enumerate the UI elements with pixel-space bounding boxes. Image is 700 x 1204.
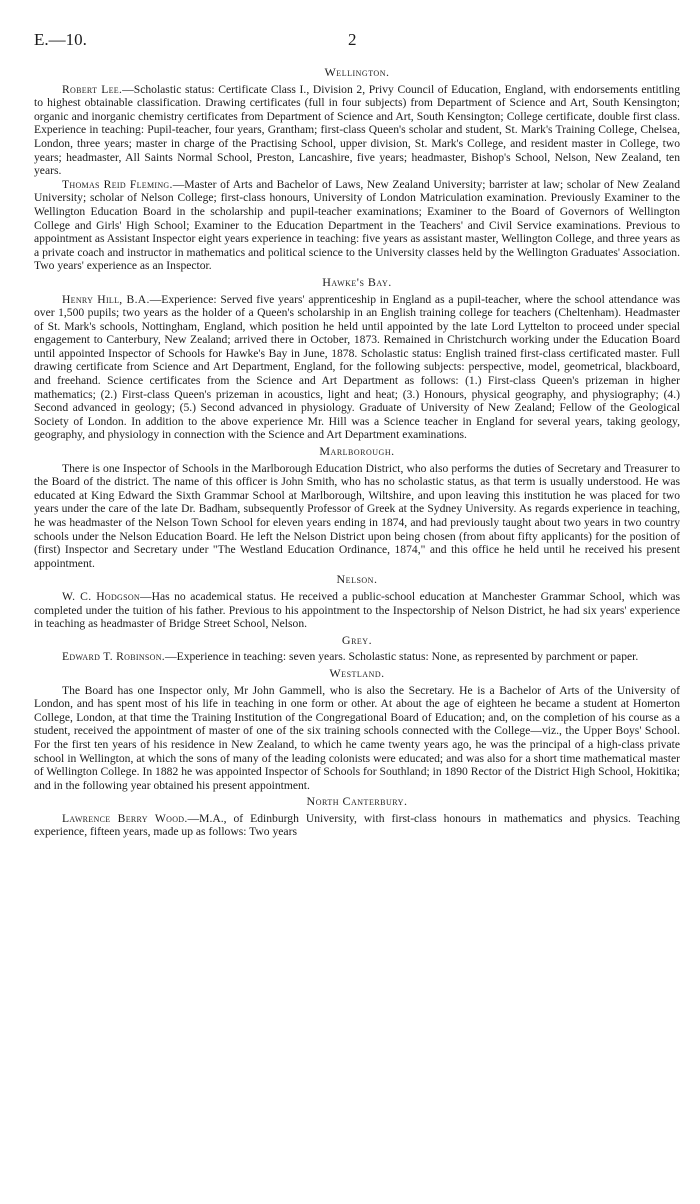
paragraph-henry-hill xyxy=(34,293,680,443)
paragraph-wood xyxy=(34,812,680,839)
section-heading-wellington: Wellington. xyxy=(324,65,390,79)
paragraph-text: There is one Inspector of Schools in the Marlborough Education District, who also performs the duties of Secretary and Treasurer to the Board of the district. The name of this officer is John Smith, who has no scholastic status, as that term is usually understood. He was educated at King Edward the Sixth Grammar School at Marlborough, Wiltshire, and upon leaving this institution he was placed for two years under the care of the late Dr. Badham, subsequently Professor of Greek at the Sydney University. As regards experience in teaching, he was headmaster of the Nelson Town School for eleven years ending in 1874, and had previously taught about two years in two country schools under the Nelson Education Board. He left the Nelson District upon being chosen (from about fifty applicants) for the position of (first) Inspector and Secretary under "The Westland Education Ordinance, 1874," and this office he held until he received his present appointment. xyxy=(34,461,680,570)
paragraph-text: —Experience: Served five years' apprenticeship in England as a pupil-teacher, where the school attendance was over 1,500 pupils; two years as the holder of a Queen's scholarship in an English training college for teachers (Cheltenham). Headmaster of St. Mark's schools, Nottingham, England, which position he held until appointed by the late Lord Lyttelton to proceed under special engagement to Canterbury, New Zealand; arrived there in October, 1873. Remained in Christchurch working under the Education Board until appointed Inspector of Schools for Hawke's Bay in June, 1878. Scholastic status: English trained first-class certificated master. Full drawing certificate from Science and Art Department, England, for the following subjects: perspective, model, geometrical, blackboard, and freehand. Science certificates from the Science and Art Department as follows: (1.) First-class Queen's prizeman in higher mathematics; (2.) First-class Queen's prizeman in acoustics, light and heat; (3.) Honours, physical geography, and physiography; (4.) Second advanced in geology; (5.) Second advanced in physiology. Graduate of University of New Zealand; Fellow of the Geological Society of London. In addition to the above experience Mr. Hill was a Science teacher in England for several years, taking geology, geography, and physiology in connection with the Science and Art Department examinations. xyxy=(34,292,680,442)
section-heading-hawkes-bay: Hawke's Bay. xyxy=(322,274,392,289)
paragraph-hodgson xyxy=(34,590,680,631)
paragraph-text: —Has no academical status. He received a public-school education at Manchester Grammar School, which was completed under the tuition of his father. Previous to his appointment to the Inspectorship of Nelson District, he had six years' experience in teaching as headmaster of Bridge Street School, Nelson. xyxy=(34,589,680,631)
paragraph-text: —Experience in teaching: seven years. Scholastic status: None, as represented by parchment or paper. xyxy=(165,650,639,664)
section-heading-marlborough: Marlborough. xyxy=(319,444,395,459)
section-heading-nelson: Nelson. xyxy=(336,572,378,587)
paragraph-text: The Board has one Inspector only, Mr John Gammell, who is also the Secretary. He is a Bachelor of Arts of the University of London, and has spent most of his life in teaching in one form or other. At about the age of eighteen he became a student at Homerton College, London, at that time the Training Institution of the Congregational Board of Education; and, on the completion of his course as a student, received the appointment of master of one of the six training schools connected with the College—viz., the Upper Boys' School. For the first ten years of his residence in New Zealand, to which he came twenty years ago, he was the principal of a high-class private school in Wellington, at which the sons of many of the leading colonists were educated; and was also for a short time mathematical master of Wellington College. In 1882 he was appointed Inspector of Schools for Southland; in 1890 Rector of the District High School, Hokitika; and in the following year obtained his present appointment. xyxy=(34,683,680,792)
person-name: Henry Hill, B.A. xyxy=(62,292,150,306)
paragraph-robinson xyxy=(34,650,680,664)
paragraph-text: —M.A., of Edinburgh University, with first-class honours in mathematics and physics. Teaching experience, fifteen years, made up as follows: Two years xyxy=(34,811,680,839)
person-name: Thomas Reid Fleming. xyxy=(62,177,173,191)
section-heading-westland: Westland. xyxy=(329,665,385,680)
person-name: Robert Lee. xyxy=(62,82,123,96)
person-name: W. C. Hodgson xyxy=(62,589,141,603)
page-number: 2 xyxy=(348,30,357,49)
paragraph-robert-lee xyxy=(34,83,680,178)
paragraph-text: —Master of Arts and Bachelor of Laws, New Zealand University; barrister at law; scholar of New Zealand University; scholar of Nelson College; first-class honours, University of London Matriculation examination. Previously Examiner to the Wellington Education Board in the scholarship and pupil-teacher examinations; Examiner to the Board of Governors of Wellington College and Girls' High School; Examiner to the Education Department in the Teachers' and Civil Service examinations. Previous to appointment as Assistant Inspector eight years experience in teaching: five years as assistant master, Wellington College, and three years as a private coach and instructor in mathematics and political science to the University classes held by the Wellington Graduates' Association. Two years' experience as an Inspector. xyxy=(34,177,680,273)
person-name: Lawrence Berry Wood. xyxy=(62,811,188,825)
page-header xyxy=(34,30,680,52)
document-reference: E.—10. xyxy=(34,30,87,49)
section-heading-north-canterbury: North Canterbury. xyxy=(306,794,408,809)
paragraph-westland xyxy=(34,684,680,793)
paragraph-thomas-reid-fleming xyxy=(34,178,680,273)
document-body xyxy=(34,66,680,839)
paragraph-text: —Scholastic status: Certificate Class I., Division 2, Privy Council of Education, England, with endorsements entitling to highest obtainable classification. Drawing certificates (full in four subjects) from Department of Science and Art, South Kensington; organic and inorganic chemistry certificates from Department of Science and Art, South Kensington; College certificate, double first class. Experience in teaching: Pupil-teacher, four years, Grantham; first-class Queen's scholar and student, St. Mark's Training College, Chelsea, London, three years; master in charge of the Practising School, upper division, St. Mark's College, and resident master in College, two years; headmaster, All Saints Normal School, Preston, Lancashire, five years; headmaster, Bishop's School, Nelson, New Zealand, ten years. xyxy=(34,82,680,178)
section-heading-grey: Grey. xyxy=(341,632,373,647)
person-name: Edward T. Robinson. xyxy=(62,650,166,664)
paragraph-marlborough xyxy=(34,462,680,571)
